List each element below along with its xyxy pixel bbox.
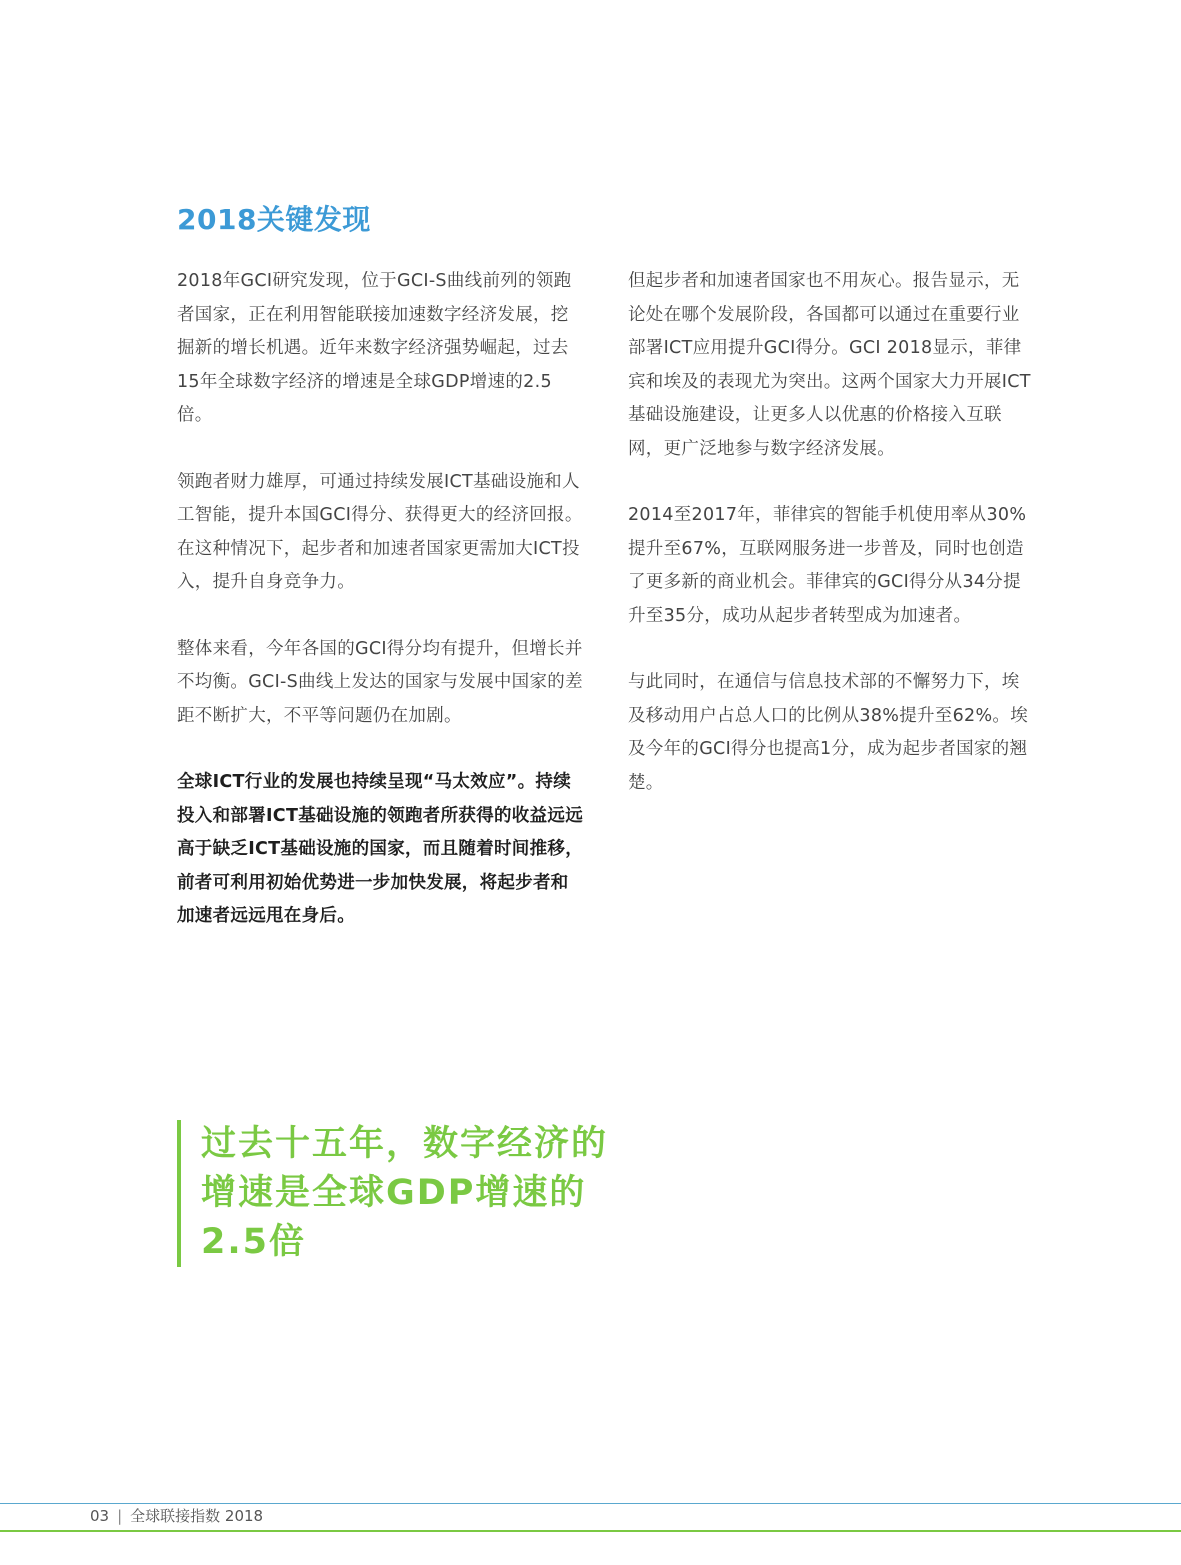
left-column (177, 265, 583, 967)
paragraph-key-findings-intro: 2018年GCI研究发现，位于GCI-S曲线前列的领跑者国家，正在利用智能联接加速数字经济发展，挖掘新的增长机遇。近年来数字经济强势崛起，过去15年全球数字经济的增速是全球GDP增速的2.5倍。 (177, 271, 572, 425)
section-title: 2018关键发现 (177, 203, 371, 236)
right-column (628, 265, 1034, 833)
paragraph-starters-adopters: 但起步者和加速者国家也不用灰心。报告显示，无论处在哪个发展阶段，各国都可以通过在重要行业部署ICT应用提升GCI得分。GCI 2018显示，菲律宾和埃及的表现尤为突出。这两个国家大力开展ICT基础设施建设，让更多人以优惠的价格接入互联网，更广泛地参与数字经济发展。 (628, 271, 1031, 459)
pull-quote-line: 增速是全球GDP增速的 (201, 1173, 587, 1213)
page-footer (90, 1505, 263, 1527)
paragraph-frontrunners: 领跑者财力雄厚，可通过持续发展ICT基础设施和人工智能，提升本国GCI得分、获得更大的经济回报。在这种情况下，起步者和加速者国家更需加大ICT投入，提升自身竞争力。 (177, 471, 583, 592)
pull-quote-line: 2.5倍 (201, 1222, 307, 1262)
pull-quote-line: 过去十五年，数字经济的 (201, 1124, 609, 1164)
paragraph-uneven-growth: 整体来看，今年各国的GCI得分均有提升，但增长并不均衡。GCI-S曲线上发达的国家与发展中国家的差距不断扩大，不平等问题仍在加剧。 (177, 638, 583, 726)
paragraph-philippines: 2014至2017年，菲律宾的智能手机使用率从30%提升至67%，互联网服务进一步普及，同时也创造了更多新的商业机会。菲律宾的GCI得分从34分提升至35分，成功从起步者转型成为加速者。 (628, 505, 1027, 626)
paragraph-matthew-effect: 全球ICT行业的发展也持续呈现“马太效应”。持续投入和部署ICT基础设施的领跑者所获得的收益远远高于缺乏ICT基础设施的国家，而且随着时间推移，前者可利用初始优势进一步加快发展，将起步者和加速者远远甩在身后。 (177, 772, 583, 926)
footer-separator: | (117, 1507, 123, 1525)
page-number: 03 (90, 1507, 110, 1525)
pull-quote (177, 1120, 671, 1267)
paragraph-egypt: 与此同时，在通信与信息技术部的不懈努力下，埃及移动用户占总人口的比例从38%提升至62%。埃及今年的GCI得分也提高1分，成为起步者国家的翘楚。 (628, 672, 1028, 793)
footer-divider-bottom (0, 1530, 1181, 1532)
report-title: 全球联接指数 2018 (130, 1507, 264, 1525)
footer-divider-top (0, 1503, 1181, 1504)
